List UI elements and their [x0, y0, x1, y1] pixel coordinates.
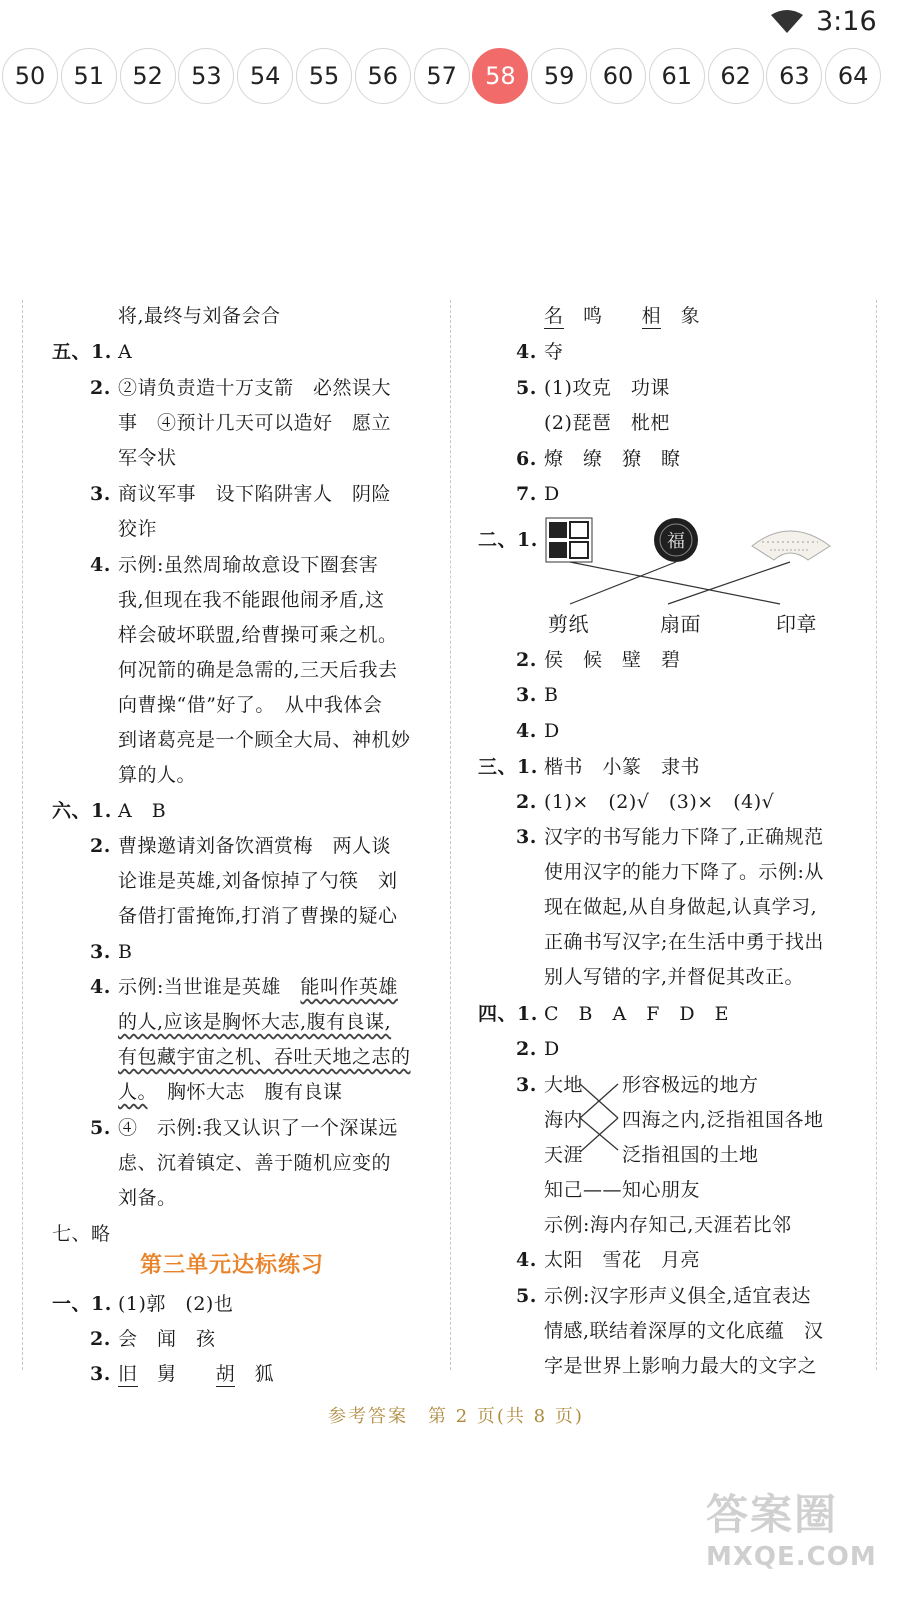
page-button-63[interactable]: 63 — [766, 48, 822, 104]
answer-line: 太阳 雪花 月亮 — [544, 1249, 701, 1271]
question-number: 一、1. — [52, 1293, 112, 1315]
page-button-62[interactable]: 62 — [708, 48, 764, 104]
answer-line: 侯 候 壁 碧 — [544, 649, 681, 671]
idiom-meaning: 泛指祖国的土地 — [622, 1144, 759, 1166]
page-button-53[interactable]: 53 — [178, 48, 234, 104]
answer-line: (1)× (2)√ (3)× (4)√ — [544, 791, 775, 813]
page-button-64[interactable]: 64 — [825, 48, 881, 104]
question-number: 5. — [516, 377, 537, 399]
match-label: 印章 — [776, 612, 817, 636]
answer-line: 燎 缭 獠 瞭 — [544, 448, 681, 470]
answer-line: 将,最终与刘备会合 — [118, 305, 281, 327]
match-label: 剪纸 — [548, 612, 589, 636]
page-button-60[interactable]: 60 — [590, 48, 646, 104]
svg-text:福: 福 — [667, 531, 685, 552]
page-button-59[interactable]: 59 — [531, 48, 587, 104]
answer-line: 夺 — [544, 341, 564, 363]
answer-line: 使用汉字的能力下降了。示例:从 — [544, 861, 824, 883]
answer-line: ④ 示例:我又认识了一个深谋远 — [118, 1117, 398, 1139]
answer-line: 名 鸣 相 象 — [544, 305, 701, 327]
page-button-54[interactable]: 54 — [237, 48, 293, 104]
answer-line: 知己——知心朋友 — [544, 1179, 701, 1201]
question-number: 3. — [90, 941, 111, 963]
answer-line: 算的人。 — [118, 764, 197, 786]
question-number: 2. — [90, 377, 111, 399]
question-number: 3. — [90, 1363, 111, 1385]
answer-line: 情感,联结着深厚的文化底蕴 汉 — [544, 1320, 824, 1342]
answer-line: B — [118, 941, 133, 963]
answer-line: 曹操邀请刘备饮酒赏梅 两人谈 — [118, 835, 392, 857]
answer-line: 备借打雷掩饰,打消了曹操的疑心 — [118, 905, 398, 927]
page-button-55[interactable]: 55 — [296, 48, 352, 104]
question-number: 4. — [516, 1249, 537, 1271]
answer-line: 的人,应该是胸怀大志,腹有良谋, — [118, 1011, 392, 1033]
section-title: 第三单元达标练习 — [140, 1253, 325, 1278]
question-number: 四、1. — [478, 1003, 538, 1025]
right-margin-rule — [876, 300, 877, 1370]
seal-image — [654, 518, 698, 562]
question-number: 三、1. — [478, 756, 538, 778]
question-number: 2. — [90, 1328, 111, 1350]
fan-image — [752, 531, 830, 560]
question-number: 2. — [516, 1038, 537, 1060]
answer-line: A B — [118, 800, 167, 822]
answer-line: 到诸葛亮是一个顾全大局、神机妙 — [118, 729, 411, 751]
question-number: 6. — [516, 448, 537, 470]
idiom-word: 天涯 — [544, 1144, 584, 1166]
answer-line: 我,但现在我不能跟他闹矛盾,这 — [118, 589, 385, 611]
question-number: 3. — [90, 483, 111, 505]
watermark-logo: 答案圈 MXQE.COM — [706, 1490, 877, 1572]
idiom-word: 海内 — [544, 1109, 584, 1131]
question-number: 3. — [516, 826, 537, 848]
page-footer: 参考答案 第 2 页(共 8 页) — [328, 1406, 584, 1427]
page-button-50[interactable]: 50 — [2, 48, 58, 104]
answer-line: 虑、沉着镇定、善于随机应变的 — [118, 1152, 392, 1174]
idiom-meaning: 四海之内,泛指祖国各地 — [622, 1109, 824, 1131]
match-label: 扇面 — [660, 612, 701, 636]
answer-line: D — [544, 483, 560, 505]
page-button-51[interactable]: 51 — [61, 48, 117, 104]
answer-line: 旧 舅 胡 狐 — [118, 1363, 275, 1385]
left-margin-rule — [22, 300, 23, 1370]
question-number: 五、1. — [52, 341, 112, 363]
page-button-52[interactable]: 52 — [120, 48, 176, 104]
question-number: 5. — [90, 1117, 111, 1139]
question-number: 3. — [516, 1074, 537, 1096]
answer-line: 样会破坏联盟,给曹操可乘之机。 — [118, 624, 398, 646]
question-number: 2. — [516, 649, 537, 671]
answer-line: (1)郭 (2)也 — [118, 1293, 234, 1315]
answer-line: 狡诈 — [118, 518, 158, 540]
answer-line: 示例:虽然周瑜故意设下圈套害 — [118, 554, 379, 576]
question-number: 二、1. — [478, 529, 538, 551]
page-button-56[interactable]: 56 — [355, 48, 411, 104]
papercut-image — [546, 518, 592, 562]
answer-page — [0, 290, 900, 1600]
page-selector — [0, 48, 900, 110]
answer-line: 论谁是英雄,刘备惊掉了勺筷 刘 — [118, 870, 398, 892]
answer-line: A — [118, 341, 133, 363]
question-number: 2. — [90, 835, 111, 857]
answer-line: 刘备。 — [118, 1187, 177, 1209]
question-number: 4. — [90, 976, 111, 998]
answer-line: D — [544, 720, 560, 742]
answer-line: 现在做起,从自身做起,认真学习, — [544, 896, 818, 918]
idiom-meaning: 形容极远的地方 — [622, 1074, 759, 1096]
answer-line: 事 ④预计几天可以造好 愿立 — [118, 412, 392, 434]
answer-line: (2)琵琶 枇杷 — [544, 412, 670, 434]
page-button-57[interactable]: 57 — [414, 48, 470, 104]
idiom-word: 大地 — [544, 1074, 584, 1096]
answer-line: 示例:汉字形声义俱全,适宜表达 — [544, 1285, 811, 1307]
answer-line: 七、略 — [52, 1223, 111, 1245]
answer-line: 示例:当世谁是英雄 能叫作英雄 — [118, 976, 398, 998]
status-bar — [0, 0, 900, 44]
answer-line: 商议军事 设下陷阱害人 阴险 — [118, 483, 392, 505]
question-number: 5. — [516, 1285, 537, 1307]
column-divider — [450, 300, 451, 1370]
page-button-58[interactable]: 58 — [472, 48, 528, 104]
answer-line: 汉字的书写能力下降了,正确规范 — [544, 826, 824, 848]
answer-line: 字是世界上影响力最大的文字之 — [544, 1355, 818, 1377]
answer-line: 正确书写汉字;在生活中勇于找出 — [544, 931, 824, 953]
answer-line: 别人写错的字,并督促其改正。 — [544, 966, 805, 988]
question-number: 六、1. — [52, 800, 112, 822]
question-number: 2. — [516, 791, 537, 813]
wifi-icon — [770, 10, 804, 34]
question-number: 4. — [516, 341, 537, 363]
answer-line: 军令状 — [118, 447, 177, 469]
answer-line: (1)攻克 功课 — [544, 377, 670, 399]
idiom-match-lines — [578, 1078, 626, 1154]
answer-line: B — [544, 684, 559, 706]
question-number: 3. — [516, 684, 537, 706]
answer-line: 楷书 小篆 隶书 — [544, 756, 701, 778]
answer-line: 何况箭的确是急需的,三天后我去 — [118, 659, 398, 681]
page-button-61[interactable]: 61 — [649, 48, 705, 104]
answer-line: ②请负责造十万支箭 必然误大 — [118, 377, 392, 399]
clock: 3:16 — [816, 6, 877, 37]
answer-line: 示例:海内存知己,天涯若比邻 — [544, 1214, 792, 1236]
question-number: 7. — [516, 483, 537, 505]
answer-line: 有包藏宇宙之机、吞吐天地之志的 — [118, 1046, 411, 1068]
question-number: 4. — [516, 720, 537, 742]
answer-line: C B A F D E — [544, 1003, 730, 1025]
answer-line: 向曹操“借”好了。 从中我体会 — [118, 694, 383, 716]
answer-line: 人。 胸怀大志 腹有良谋 — [118, 1081, 343, 1103]
question-number: 4. — [90, 554, 111, 576]
answer-line: D — [544, 1038, 560, 1060]
answer-line: 会 闻 孩 — [118, 1328, 216, 1350]
